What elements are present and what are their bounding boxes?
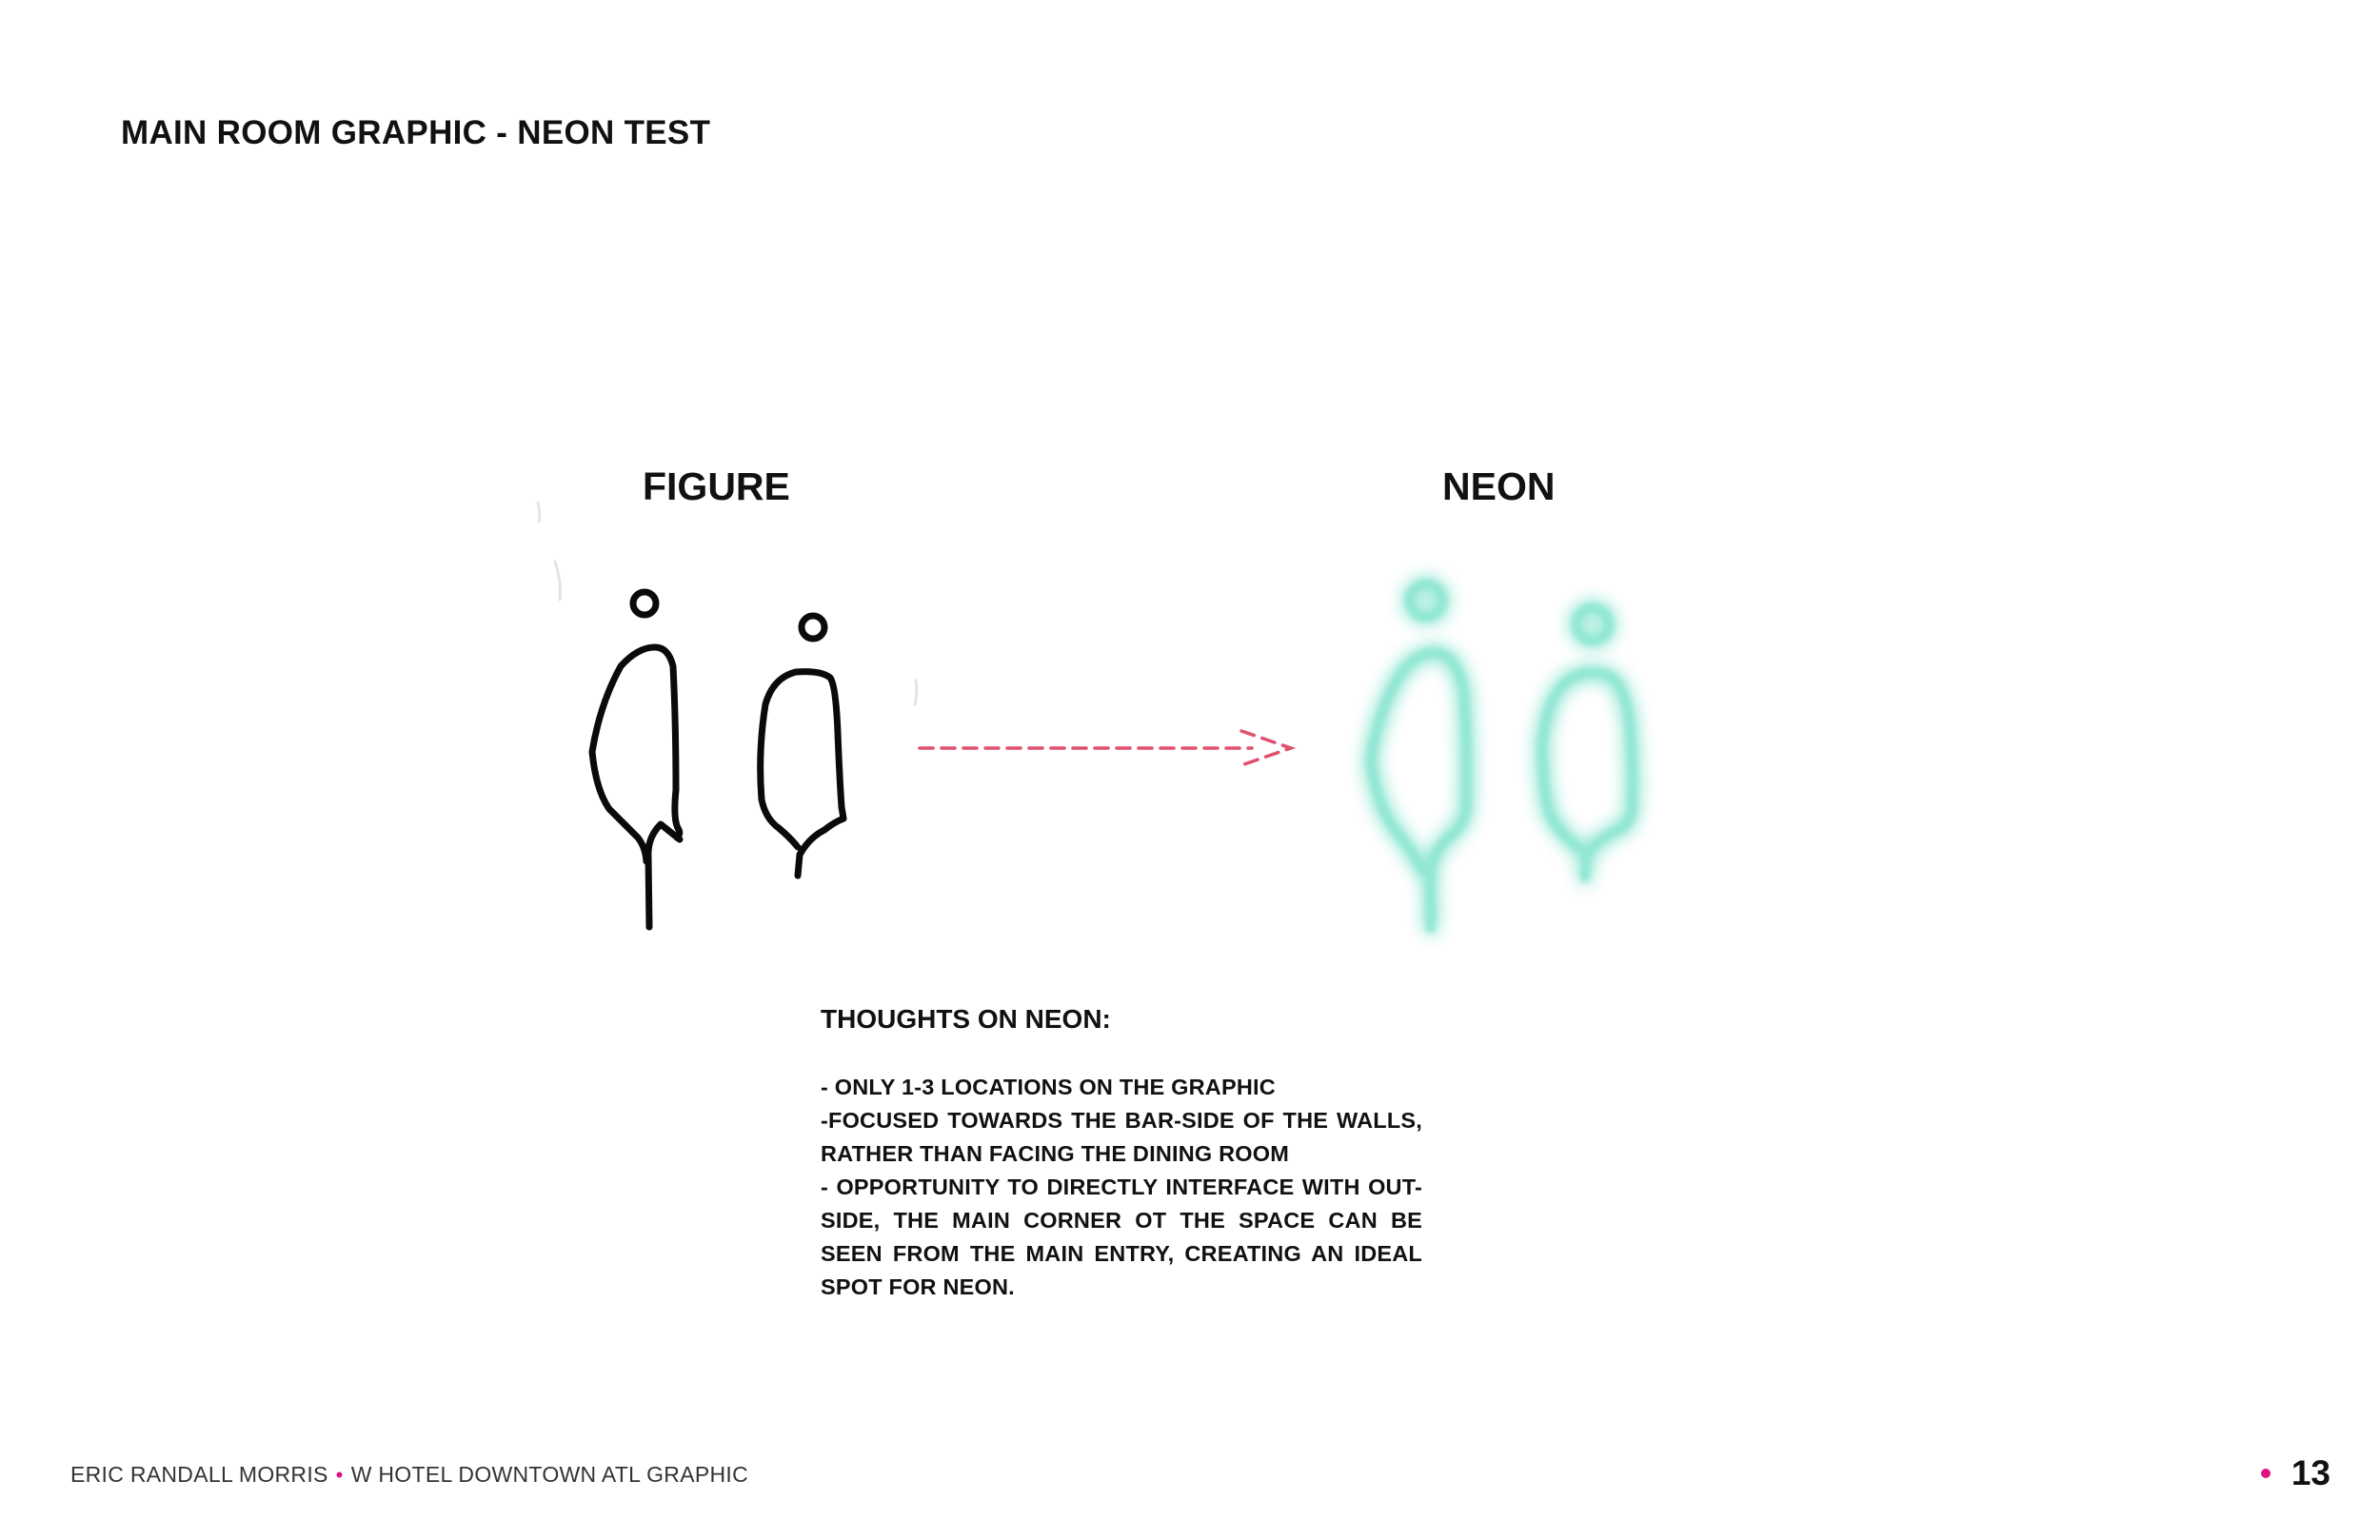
neon-figure-1-body: [1371, 653, 1467, 928]
footer-bullet-icon: •: [335, 1463, 344, 1487]
figure-label: FIGURE: [643, 464, 790, 508]
page-bullet-icon: [2261, 1469, 2271, 1478]
page-title: MAIN ROOM GRAPHIC - NEON TEST: [121, 114, 711, 151]
figure-2-head: [802, 616, 824, 639]
page-number: 13: [2291, 1453, 2330, 1492]
figure-1-head: [633, 592, 656, 615]
notes-body: [821, 1071, 1422, 1304]
notes-line: -FOCUSED TOWARDS THE BAR-SIDE OF THE WALLS, RATHER THAN FACING THE DINING ROOM: [821, 1108, 1422, 1166]
notes-heading: THOUGHTS ON NEON:: [821, 1004, 1111, 1034]
neon-label: NEON: [1442, 464, 1556, 508]
neon-figure-2-head: [1577, 608, 1609, 641]
footer-project: W HOTEL DOWNTOWN ATL GRAPHIC: [350, 1462, 748, 1487]
neon-notes: [821, 1004, 1422, 1304]
transform-arrow: [920, 731, 1291, 765]
neon-figures: [1371, 584, 1633, 928]
footer-credit: [70, 1462, 748, 1488]
sketch-figures: [592, 592, 843, 927]
notes-line: - ONLY 1-3 LOCATIONS ON THE GRAPHIC: [821, 1075, 1276, 1099]
footer-author: ERIC RANDALL MORRIS: [70, 1462, 328, 1487]
neon-figure-1-head: [1410, 584, 1442, 617]
notes-line: - OPPORTUNITY TO DIRECTLY INTERFACE WITH OUT-SIDE, THE MAIN CORNER OT THE SPACE CAN BE SEEN FROM THE MAIN ENTRY, CREATING AN IDEAL SPOT FOR NEON.: [821, 1175, 1422, 1299]
figure-2-body: [761, 672, 843, 876]
figure-1-body: [592, 647, 680, 927]
page-number-block: [2261, 1453, 2330, 1493]
neon-figure-2-body: [1542, 673, 1633, 878]
sketch-smudges: [538, 503, 917, 704]
